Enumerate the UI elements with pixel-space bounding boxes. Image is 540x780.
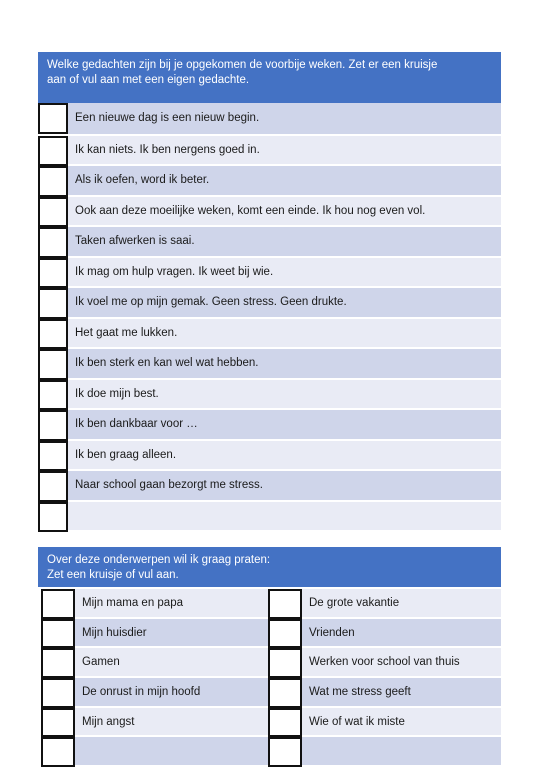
thought-checkbox[interactable] xyxy=(38,410,68,441)
thought-label: Ik ben sterk en kan wel wat hebben. xyxy=(68,349,501,378)
thought-label: Als ik oefen, word ik beter. xyxy=(68,166,501,195)
thoughts-header-line1: Welke gedachten zijn bij je opgekomen de voorbije weken. Zet er een kruisje xyxy=(47,59,438,71)
thought-checkbox[interactable] xyxy=(38,227,68,258)
topic-label: De onrust in mijn hoofd xyxy=(75,678,268,706)
thought-checkbox[interactable] xyxy=(38,103,68,134)
topic-label: Werken voor school van thuis xyxy=(302,648,501,676)
topic-row xyxy=(38,706,501,736)
topic-row xyxy=(38,587,501,617)
thought-row xyxy=(38,408,501,439)
topic-checkbox[interactable] xyxy=(41,619,75,649)
thought-row xyxy=(38,225,501,256)
thought-checkbox[interactable] xyxy=(38,319,68,350)
topic-row xyxy=(38,676,501,706)
topic-label: Wie of wat ik miste xyxy=(302,708,501,736)
topics-header xyxy=(38,547,501,587)
topic-checkbox[interactable] xyxy=(268,708,302,738)
thought-label: Een nieuwe dag is een nieuw begin. xyxy=(68,103,501,134)
topic-checkbox[interactable] xyxy=(268,619,302,649)
topic-label: Vrienden xyxy=(302,619,501,647)
thought-row xyxy=(38,500,501,531)
thought-row xyxy=(38,164,501,195)
thought-checkbox[interactable] xyxy=(38,166,68,197)
topic-write-in-field[interactable] xyxy=(75,737,268,765)
thought-label: Ik ben dankbaar voor … xyxy=(68,410,501,439)
thought-row xyxy=(38,347,501,378)
thought-checkbox[interactable] xyxy=(38,471,68,502)
topic-label: Gamen xyxy=(75,648,268,676)
thought-checkbox[interactable] xyxy=(38,380,68,411)
thought-label: Ik ben graag alleen. xyxy=(68,441,501,470)
topic-checkbox[interactable] xyxy=(41,708,75,738)
thought-label: Ik voel me op mijn gemak. Geen stress. Geen drukte. xyxy=(68,288,501,317)
thought-checkbox[interactable] xyxy=(38,258,68,289)
topic-checkbox[interactable] xyxy=(268,678,302,708)
topic-label: Mijn huisdier xyxy=(75,619,268,647)
thought-checkbox[interactable] xyxy=(38,197,68,228)
topics-rows xyxy=(38,587,501,765)
topic-checkbox[interactable] xyxy=(41,737,75,767)
thought-row xyxy=(38,439,501,470)
thought-checkbox[interactable] xyxy=(38,441,68,472)
thought-row xyxy=(38,469,501,500)
thought-row xyxy=(38,378,501,409)
topic-checkbox[interactable] xyxy=(268,589,302,619)
topic-label: Wat me stress geeft xyxy=(302,678,501,706)
thought-label: Ik mag om hulp vragen. Ik weet bij wie. xyxy=(68,258,501,287)
topic-checkbox[interactable] xyxy=(41,648,75,678)
thought-label: Het gaat me lukken. xyxy=(68,319,501,348)
thought-row xyxy=(38,134,501,165)
topic-checkbox[interactable] xyxy=(268,648,302,678)
topic-label: Mijn angst xyxy=(75,708,268,736)
thoughts-checklist xyxy=(38,52,501,530)
topics-header-line1: Over deze onderwerpen wil ik graag praten: xyxy=(47,554,271,566)
topic-label: Mijn mama en papa xyxy=(75,589,268,617)
thought-label: Naar school gaan bezorgt me stress. xyxy=(68,471,501,500)
thought-row xyxy=(38,103,501,134)
thoughts-header-line2: aan of vul aan met een eigen gedachte. xyxy=(47,74,250,86)
thoughts-rows xyxy=(38,103,501,530)
thoughts-header xyxy=(38,52,501,103)
thought-row xyxy=(38,195,501,226)
thought-label: Taken afwerken is saai. xyxy=(68,227,501,256)
topic-checkbox[interactable] xyxy=(41,589,75,619)
thought-label: Ook aan deze moeilijke weken, komt een einde. Ik hou nog even vol. xyxy=(68,197,501,226)
thought-row xyxy=(38,256,501,287)
thought-checkbox[interactable] xyxy=(38,502,68,533)
topic-row xyxy=(38,735,501,765)
topics-checklist xyxy=(38,547,501,765)
thought-row xyxy=(38,286,501,317)
thought-write-in-field[interactable] xyxy=(68,502,501,531)
thought-checkbox[interactable] xyxy=(38,349,68,380)
topic-checkbox[interactable] xyxy=(268,737,302,767)
topic-row xyxy=(38,646,501,676)
topic-checkbox[interactable] xyxy=(41,678,75,708)
topics-header-line2: Zet een kruisje of vul aan. xyxy=(47,569,179,581)
thought-label: Ik kan niets. Ik ben nergens goed in. xyxy=(68,136,501,165)
topic-label: De grote vakantie xyxy=(302,589,501,617)
thought-checkbox[interactable] xyxy=(38,288,68,319)
thought-row xyxy=(38,317,501,348)
topic-write-in-field[interactable] xyxy=(302,737,501,765)
thought-label: Ik doe mijn best. xyxy=(68,380,501,409)
topic-row xyxy=(38,617,501,647)
thought-checkbox[interactable] xyxy=(38,136,68,167)
